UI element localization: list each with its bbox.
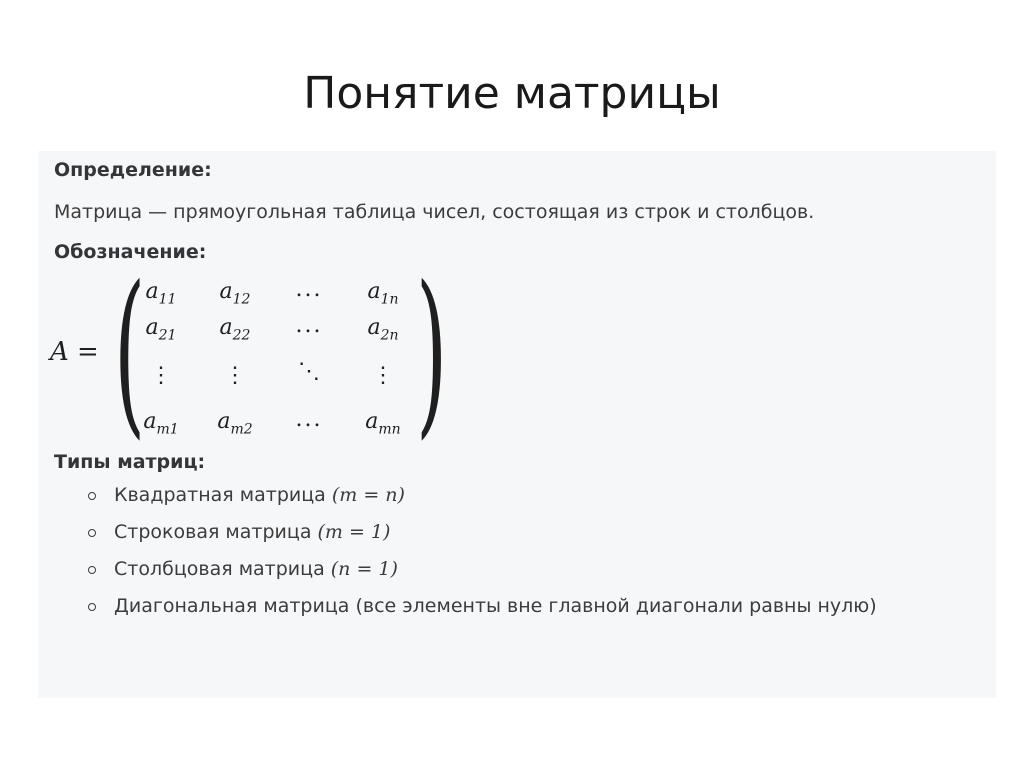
matrix-vdots: ⋮ bbox=[224, 363, 246, 388]
bullet-icon bbox=[88, 603, 96, 611]
item-math: (n = 1) bbox=[330, 558, 398, 580]
definition-heading: Определение: bbox=[54, 159, 212, 181]
list-item bbox=[88, 592, 954, 620]
matrix-cell: $a_{mn}$ bbox=[365, 409, 401, 438]
matrix-cell: $a_{22}$ bbox=[219, 315, 251, 344]
item-text: Строковая матрица bbox=[114, 521, 318, 543]
item-math: (m = 1) bbox=[317, 521, 391, 543]
item-text: Квадратная матрица bbox=[114, 484, 332, 506]
list-item bbox=[88, 481, 968, 509]
bullet-icon bbox=[88, 492, 96, 500]
matrix-cell: $a_{1n}$ bbox=[367, 279, 399, 308]
types-heading: Типы матриц: bbox=[54, 451, 206, 473]
matrix-hdots: ... bbox=[295, 313, 323, 338]
matrix-hdots: ... bbox=[295, 277, 323, 302]
item-text: Столбцовая матрица bbox=[114, 558, 331, 580]
matrix-cell: $a_{2n}$ bbox=[367, 315, 399, 344]
matrix-equals: = bbox=[77, 337, 99, 367]
bullet-icon bbox=[88, 566, 96, 574]
matrix-vdots: ⋮ bbox=[372, 363, 394, 388]
matrix-cell: $a_{11}$ bbox=[145, 279, 177, 308]
matrix-hdots: ... bbox=[295, 407, 323, 432]
content-panel bbox=[38, 151, 996, 698]
slide-title: Понятие матрицы bbox=[303, 68, 721, 119]
notation-heading: Обозначение: bbox=[54, 241, 207, 263]
left-paren: ( bbox=[114, 248, 146, 455]
list-item bbox=[88, 555, 968, 583]
item-math: (m = n) bbox=[331, 484, 405, 506]
item-text: Диагональная матрица (все элементы вне главной диагонали равны нулю) bbox=[114, 595, 877, 617]
matrix-vdots: ⋮ bbox=[150, 363, 172, 388]
matrix-ddots: ⋱ bbox=[298, 359, 320, 384]
bullet-icon bbox=[88, 529, 96, 537]
matrix-cell: $a_{m2}$ bbox=[217, 409, 253, 438]
list-item bbox=[88, 518, 968, 546]
definition-text: Матрица — прямоугольная таблица чисел, состоящая из строк и столбцов. bbox=[54, 201, 815, 223]
matrix-cell: $a_{12}$ bbox=[219, 279, 251, 308]
matrix-symbol: A bbox=[50, 337, 69, 367]
matrix-label bbox=[50, 337, 99, 367]
types-list bbox=[88, 481, 968, 629]
right-paren: ) bbox=[416, 248, 448, 455]
matrix-cell: $a_{21}$ bbox=[145, 315, 177, 344]
matrix-cell: $a_{m1}$ bbox=[143, 409, 179, 438]
